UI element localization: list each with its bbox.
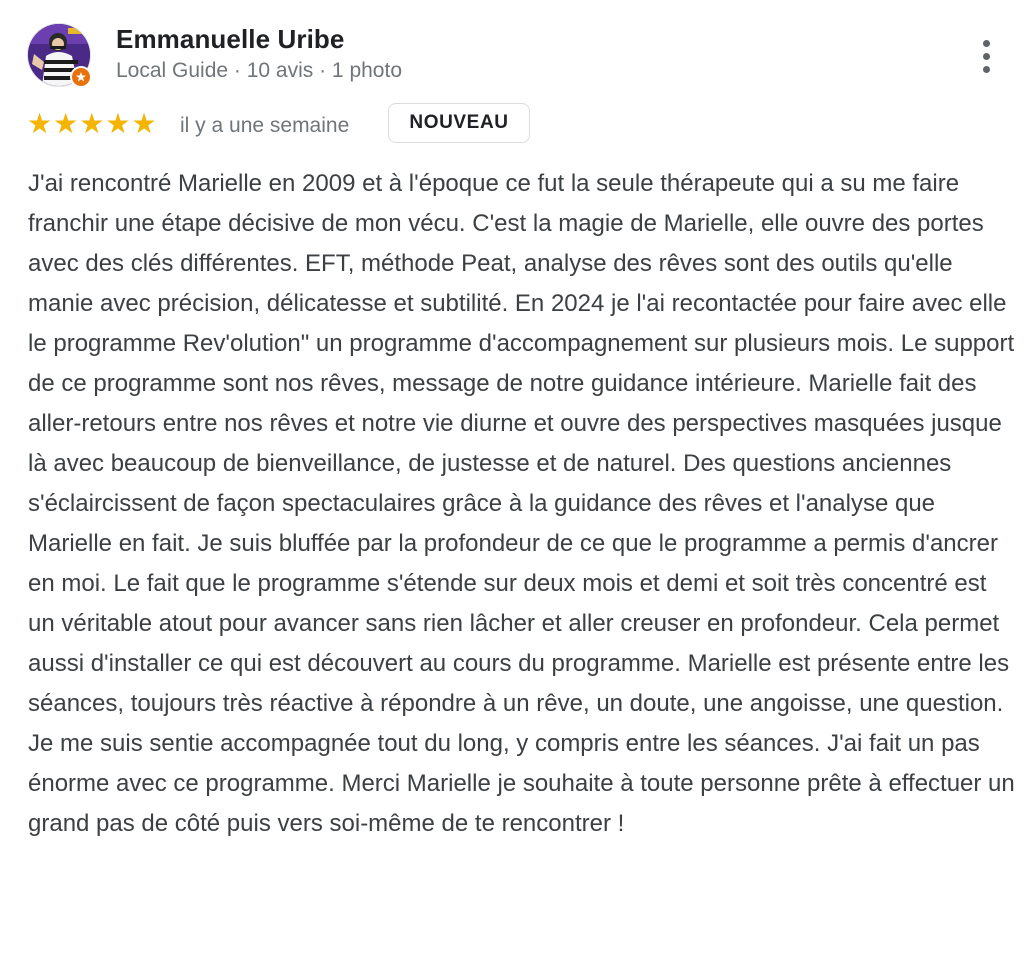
more-vertical-icon — [983, 40, 990, 47]
local-guide-badge-icon — [70, 66, 92, 88]
star-icon: ★ — [27, 108, 53, 139]
review-date: il y a une semaine — [180, 114, 350, 137]
reviewer-name[interactable]: Emmanuelle Uribe — [116, 24, 345, 54]
star-icon: ★ — [131, 108, 157, 139]
more-options-button[interactable] — [966, 34, 1006, 78]
star-icon: ★ — [79, 108, 105, 139]
new-badge: NOUVEAU — [388, 103, 530, 143]
review-text: J'ai rencontré Marielle en 2009 et à l'époque ce fut la seule thérapeute qui a su me faire franchir une étape décisive de mon vécu. C'est la magie de Marielle, elle ouvre des portes avec des clés différentes. EFT, méthode Peat, analyse des rêves sont des outils qu'elle manie avec précision, délicatesse et subtilité. En 2024 je l'ai recontactée pour faire avec elle le programme Rev'olution" un programme d'accompagnement sur plusieurs mois. Le support de ce programme sont nos rêves, message de notre guidance intérieure. Marielle fait des aller-retours entre nos rêves et notre vie diurne et ouvre des perspectives masquées jusque là avec beaucoup de bienveillance, de justesse et de naturel. Des questions anciennes s'éclaircissent de façon spectaculaires grâce à la guidance des rêves et l'analyse que Marielle en fait. Je suis bluffée par la profondeur de ce que le programme a permis d'ancrer en moi. Le fait que le programme s'étende sur deux mois et demi et soit très concentré est un véritable atout pour avancer sans rien lâcher et aller creuser en profondeur. Cela permet aussi d'installer ce qui est découvert au cours du programme. Marielle est présente entre les séances, toujours très réactive à répondre à un rêve, un doute, une angoisse, une question. Je me suis sentie accompagnée tout du long, y compris entre les séances. J'ai fait un pas énorme avec ce programme. Merci Marielle je souhaite à toute personne prête à effectuer un grand pas de côté puis vers soi-même de te rencontrer ! — [28, 170, 1015, 837]
star-rating — [27, 110, 157, 138]
star-icon: ★ — [53, 108, 79, 139]
reviewer-meta[interactable]: Local Guide · 10 avis · 1 photo — [116, 59, 403, 82]
star-icon: ★ — [105, 108, 131, 139]
reviewer-avatar[interactable] — [28, 24, 90, 86]
